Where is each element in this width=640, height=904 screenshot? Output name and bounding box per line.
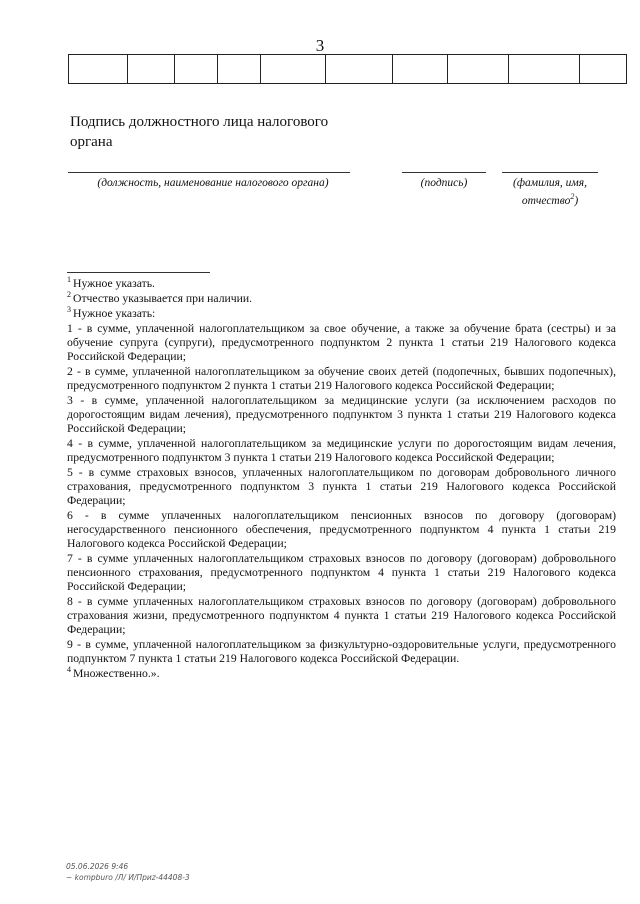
- grid-cell: [580, 55, 627, 84]
- name-caption-end: ): [574, 194, 579, 207]
- footnote-2-text: Отчество указывается при наличии.: [73, 292, 253, 305]
- footnote-2-number: 2: [67, 290, 71, 300]
- grid-cell: [393, 55, 448, 84]
- page-number: 3: [315, 36, 325, 55]
- footnote-1-text: Нужное указать.: [73, 277, 155, 290]
- footnote-item: 6 - в сумме уплаченных налогоплательщиком пенсионных взносов по договору (договорам) негосударственного пенсионного обеспечения, предусмотренного подпунктом 4 пункта 1 статьи 219 Налогового кодекса Российской Федерации;: [67, 509, 616, 550]
- signature-heading: Подпись должностного лица налогового органа: [70, 114, 329, 150]
- footnote-3: [67, 307, 616, 321]
- footnote-1: [67, 277, 616, 291]
- print-stamp-line2: ~ kompburo /Л/ И/Приz-44408-3: [66, 873, 190, 882]
- name-caption: [496, 176, 604, 208]
- footnote-item: 1 - в сумме, уплаченной налогоплательщиком за свое обучение, а также за обучение брата (сестры) и за обучение супруга (супруги), предусмотренного подпунктом 2 пункта 1 статьи 219 Налогового кодекса Российской Федерации;: [67, 322, 616, 363]
- entry-grid: [68, 54, 627, 84]
- footnote-item: 8 - в сумме уплаченных налогоплательщиком страховых взносов по договору (договорам) добровольного страхования жизни, предусмотренного подпунктом 4 пункта 1 статьи 219 Налогового кодекса Российской Федерации;: [67, 595, 616, 636]
- footnotes: [67, 277, 616, 682]
- footnote-item: 4 - в сумме, уплаченной налогоплательщиком за медицинские услуги по дорогостоящим видам лечения, предусмотренного подпунктом 3 пункта 1 статьи 219 Налогового кодекса Российской Федерации;: [67, 437, 616, 464]
- footnote-3-number: 3: [67, 305, 71, 315]
- footnote-item: 2 - в сумме, уплаченной налогоплательщиком за обучение своих детей (подопечных, бывших подопечных), предусмотренного подпунктом 2 пункта 1 статьи 219 Налогового кодекса Российской Федерации;: [67, 365, 616, 392]
- name-caption-line1: (фамилия, имя,: [512, 177, 587, 189]
- grid-cell: [448, 55, 509, 84]
- signature-line: [402, 172, 486, 173]
- footnote-item: 3 - в сумме, уплаченной налогоплательщиком за медицинские услуги (за исключением расходов по дорогостоящим видам лечения), предусмотренного подпунктом 3 пункта 1 статьи 219 Налогового кодекса Российской Федерации;: [67, 394, 616, 435]
- grid-cell: [261, 55, 326, 84]
- name-caption-sup: 2: [570, 192, 575, 201]
- footnote-item: 9 - в сумме, уплаченной налогоплательщиком за физкультурно-оздоровительные услуги, предусмотренного подпунктом 7 пункта 1 статьи 219 Налогового кодекса Российской Федерации.: [67, 638, 616, 665]
- position-caption: (должность, наименование налогового органа): [97, 177, 329, 189]
- footnote-3-text: Нужное указать:: [73, 307, 156, 320]
- footnote-2: [67, 292, 616, 306]
- footnote-4-text: Множественно.».: [73, 667, 160, 680]
- footnote-4: [67, 667, 616, 681]
- grid-cell: [69, 55, 128, 84]
- footnote-1-number: 1: [67, 275, 71, 285]
- grid-cell: [128, 55, 175, 84]
- name-line: [502, 172, 598, 173]
- grid-cell: [175, 55, 218, 84]
- footnote-separator: [67, 272, 210, 273]
- footnote-4-number: 4: [67, 665, 71, 675]
- grid-cell: [218, 55, 261, 84]
- position-line: [68, 172, 350, 173]
- print-stamp-line1: 05.06.2026 9:46: [66, 862, 129, 871]
- signature-caption: (подпись): [420, 177, 468, 189]
- footnote-item: 7 - в сумме уплаченных налогоплательщиком страховых взносов по договору (договорам) добровольного пенсионного страхования, предусмотренного подпунктом 4 пункта 1 статьи 219 Налогового кодекса Российской Федерации;: [67, 552, 616, 593]
- grid-cell: [326, 55, 393, 84]
- grid-cell: [509, 55, 580, 84]
- footnote-item: 5 - в сумме страховых взносов, уплаченных налогоплательщиком по договорам добровольного личного страхования, предусмотренного подпунктом 3 пункта 1 статьи 219 Налогового кодекса Российской Федерации;: [67, 466, 616, 507]
- name-caption-line2: отчество: [521, 194, 571, 207]
